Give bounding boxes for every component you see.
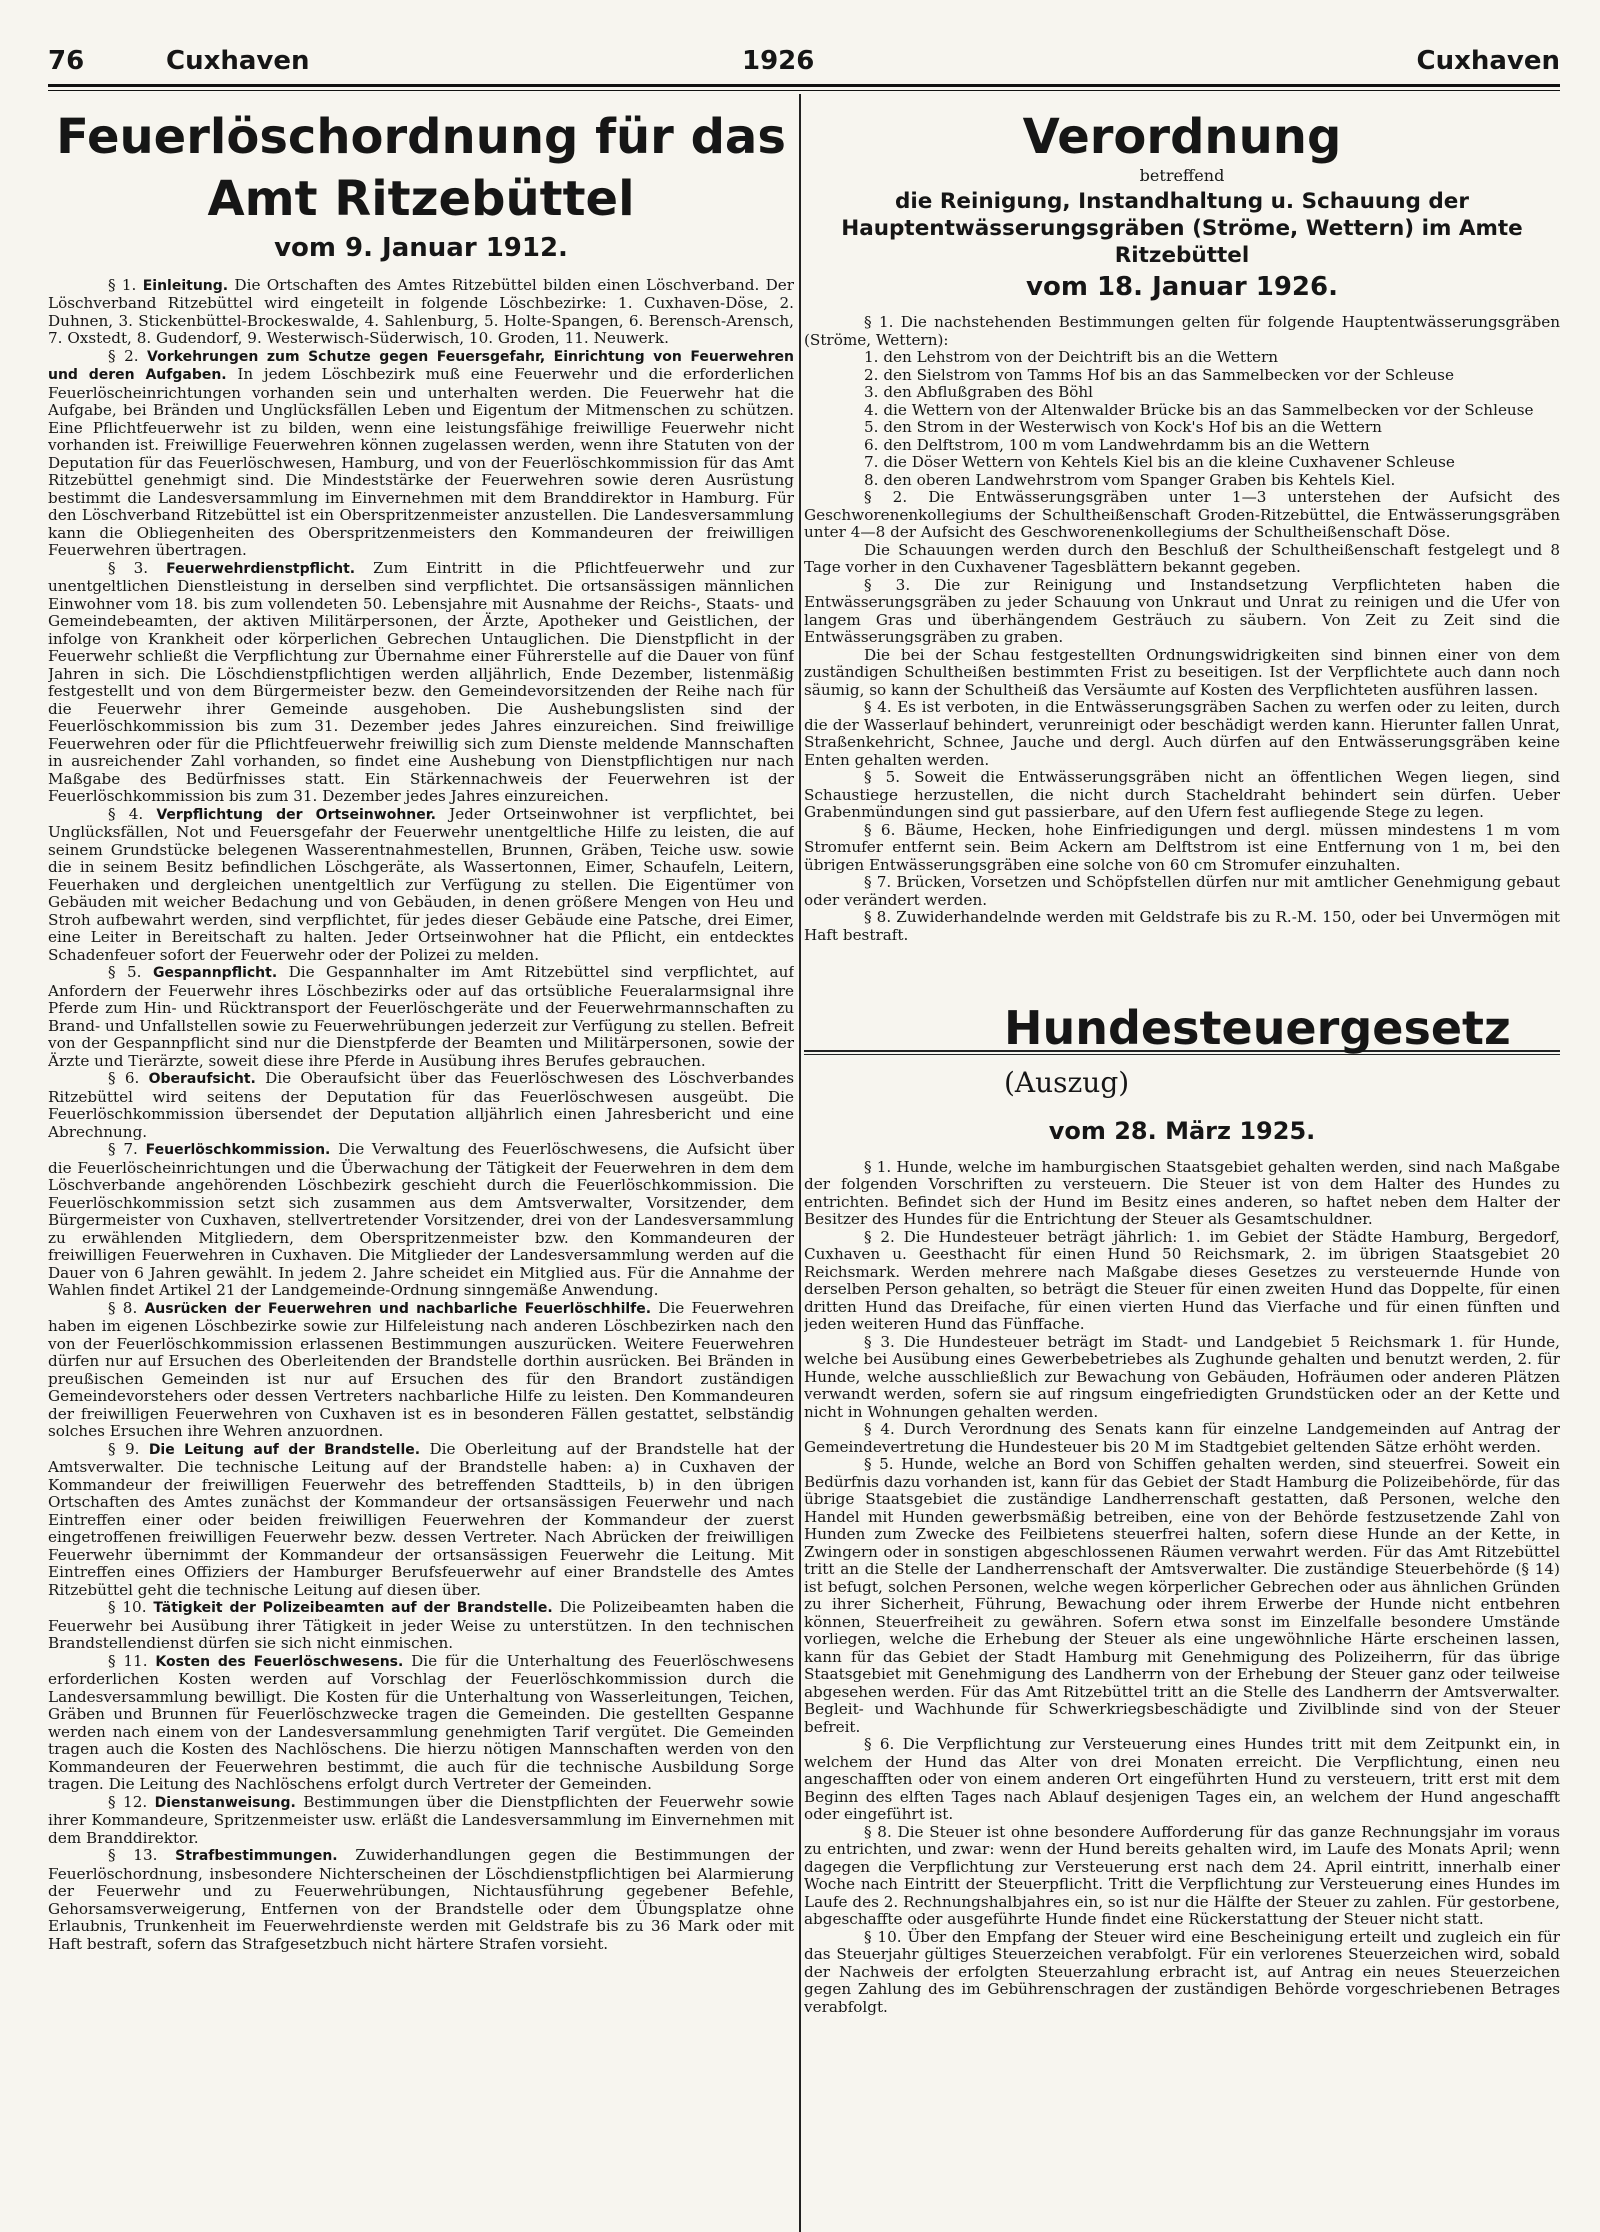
section-heading: Tätigkeit der Polizeibeamten auf der Brandstelle. bbox=[153, 1600, 553, 1617]
left-column bbox=[48, 94, 794, 2232]
paragraph: § 8. Die Steuer ist ohne besondere Aufforderung für das ganze Rechnungsjahr im voraus zu entrichten, und zwar: wenn der Hund bereits gehalten wird, im Laufe des Monats April; wenn dagegen die Verpflichtung zur Versteuerung erst nach dem 24. April eintritt, innerhalb einer Woche nach Eintritt der Steuerpflicht. Tritt die Verpflichtung zur Versteuerung eines Hundes im Laufe des 2. Rechnungshalbjahres ein, so ist nur die Hälfte der Steuer zu zahlen. Für gestorbene, abgeschaffte oder ausgeführte Hunde findet eine Rückerstattung der Steuer nicht statt. bbox=[804, 1822, 1560, 1929]
section-heading: Gespannpflicht. bbox=[152, 965, 278, 982]
section-text: Die Gespannhalter im Amt Ritzebüttel sind verpflichtet, auf Anfordern der Feuerwehr ihres Löschbezirks oder auf das ortsübliche Feueralarmsignal ihre Pferde zum Hin- und Rücktransport der Feuerlöschgeräte und der Feuerwehrmannschaften zu Brand- und Unfallstellen sowie zu Feuerwehrübungen jederzeit zur Verfügung zu stellen. Befreit von der Gespannpflicht sind nur die Dienstpferde der Beamten und Militärpersonen, sowie der Ärzte und Tierärzte, soweit diese ihre Pferde in Ausübung ihres Berufes gebrauchen. bbox=[48, 963, 794, 1070]
section-number: § 10. bbox=[108, 1598, 147, 1617]
running-head-left: Cuxhaven bbox=[166, 46, 310, 76]
section-heading: Strafbestimmungen. bbox=[175, 1848, 338, 1865]
section-text: Zuwiderhandlungen gegen die Bestimmungen der Feuerlöschordnung, insbesondere Nichterscheinen der Löschdienstpflichtigen bei Alarmierung der Feuerwehr und zu Feuerwehrübungen, Nichtausführung gegebener Befehle, Gehorsamsverweigerung, Entfernen von der Brandstelle oder dem Übungsplatze ohne Erlaubnis, Trunkenheit im Feuerwehrdienste werden mit Geldstrafe bis zu 36 Mark oder mit Haft bestraft, sofern das Strafgesetzbuch nicht härtere Strafen vorsieht. bbox=[48, 1846, 794, 1953]
paragraph bbox=[48, 1794, 794, 1848]
paragraph: § 1. Die nachstehenden Bestimmungen gelten für folgende Hauptentwässerungsgräben (Ströme, Wettern): bbox=[804, 313, 1560, 349]
paragraph: § 2. Die Hundesteuer beträgt jährlich: 1. im Gebiet der Städte Hamburg, Bergedorf, Cuxhaven u. Geesthacht für einen Hund 50 Reichsmark, 2. im übrigen Staatsgebiet 20 Reichsmark. Werden mehrere nach Maßgabe dieses Gesetzes zu versteuernde Hunde von derselben Person gehalten, so beträgt die Steuer für einen zweiten Hund das Doppelte, für einen dritten Hund das Dreifache, für einen vierten Hund das Vierfache und für einen fünften und jeden weiteren Hund das Fünffache. bbox=[804, 1227, 1560, 1334]
section-heading: Verpflichtung der Ortseinwohner. bbox=[156, 806, 436, 823]
list-item: 2. den Sielstrom von Tamms Hof bis an das Sammelbecken vor der Schleuse bbox=[864, 365, 1454, 384]
list-item: 7. die Döser Wettern von Kehtels Kiel bis an die kleine Cuxhavener Schleuse bbox=[864, 453, 1455, 472]
paragraph bbox=[48, 806, 794, 965]
section-text: Die Oberleitung auf der Brandstelle hat der Amtsverwalter. Die technische Leitung auf der Brandstelle haben: a) in Cuxhaven der Kommandeur der freiwilligen Feuerwehr des betreffenden Stadtteils, b) in den übrigen Ortschaften des Amtes zunächst der Kommandeur der ortsansässigen Feuerwehr und nach Eintreffen einer oder beiden freiwilligen Feuerwehren der Kommandeur der zuerst eingetroffenen freiwilligen Feuerwehr bezw. dessen Vertreter. Nach Abrücken der freiwilligen Feuerwehr übernimmt der Kommandeur der ortsansässigen Feuerwehr die Leitung. Mit Eintreffen eines Offiziers der Hamburger Berufsfeuerwehr auf einer Brandstelle des Amtes Ritzebüttel geht die technische Leitung auf diesen über. bbox=[48, 1439, 794, 1599]
section-heading: Ausrücken der Feuerwehren und nachbarliche Feuerlöschhilfe. bbox=[144, 1300, 652, 1317]
date-hundesteuergesetz: vom 28. März 1925. bbox=[1048, 1116, 1316, 1145]
section-text: Die Polizeibeamten haben die Feuerwehr bei Ausübung ihrer Tätigkeit in jeder Weise zu unterstützen. In den technischen Brandstellendienst dürfen sie sich nicht einmischen. bbox=[48, 1598, 794, 1653]
paragraph: § 10. Über den Empfang der Steuer wird eine Bescheinigung erteilt und zugleich ein für das Steuerjahr gültiges Steuerzeichen verabfolgt. Für ein verlorenes Steuerzeichen wird, sobald der Nachweis der erfolgten Steuerzahlung erbracht ist, auf Antrag ein neues Steuerzeichen gegen Zahlung des im Gebührenschragen der zuständigen Behörde vorgeschriebenen Betrages verabfolgt. bbox=[804, 1927, 1560, 2016]
section-heading: Dienstanweisung. bbox=[154, 1794, 296, 1811]
paragraph bbox=[48, 1653, 794, 1794]
paragraph: § 3. Die zur Reinigung und Instandsetzung Verpflichteten haben die Entwässerungsgräben zu jeder Schauung von Unkraut und Unrat zu reinigen und die Ufer von langem Gras und überhängendem Gesträuch zu säubern. Von Zeit zu Zeit sind die Entwässerungsgräben zu graben. bbox=[804, 575, 1560, 647]
paragraph bbox=[48, 1300, 794, 1441]
paragraph bbox=[48, 1599, 794, 1653]
section-text: Bestimmungen über die Dienstpflichten der Feuerwehr sowie ihrer Kommandeure, Spritzenmeister usw. erläßt die Landesversammlung im Einvernehmen mit dem Branddirektor. bbox=[48, 1792, 794, 1847]
section-text: Die Ortschaften des Amtes Ritzebüttel bilden einen Löschverband. Der Löschverband Ritzebüttel wird eingeteilt in folgende Löschbezirke: 1. Cuxhaven-Döse, 2. Duhnen, 3. Stickenbüttel-Brockeswalde, 4. Sahlenburg, 5. Holte-Spangen, 6. Berensch-Arensch, 7. Oxstedt, 8. Gudendorf, 9. Westerwisch-Süderwisch, 10. Groden, 11. Neuwerk. bbox=[48, 275, 794, 348]
hundesteuergesetz-title-text: Hundesteuergesetz bbox=[1004, 1001, 1511, 1056]
section-heading: Feuerwehrdienstpflicht. bbox=[166, 560, 356, 577]
header-rule bbox=[48, 84, 1560, 87]
paragraph bbox=[48, 277, 794, 348]
list-item: 1. den Lehstrom von der Deichtrift bis an die Wettern bbox=[864, 348, 1279, 367]
section-heading: Die Leitung auf der Brandstelle. bbox=[148, 1441, 421, 1458]
section-number: § 12. bbox=[108, 1792, 148, 1811]
paragraph: § 3. Die Hundesteuer beträgt im Stadt- und Landgebiet 5 Reichsmark 1. für Hunde, welche bei Ausübung eines Gewerbebetriebes als Zughunde gehalten und benutzt werden, 2. für Hunde, welche ausschließlich zur Bewachung von Gebäuden, Hofräumen oder anderen Plätzen verwandt werden, sofern sie auf ringsum eingefriedigten Grundstücken oder an der Kette und nicht in Wohnungen gehalten werden. bbox=[804, 1332, 1560, 1421]
paragraph bbox=[48, 1847, 794, 1953]
section-heading: Vorkehrungen zum Schutze gegen Feuersgefahr, Einrichtung von Feuerwehren und deren Aufgaben. bbox=[48, 348, 794, 384]
paragraph: Die Schauungen werden durch den Beschluß der Schultheißenschaft festgelegt und 8 Tage vorher in den Cuxhavener Tagesblättern bekannt gegeben. bbox=[804, 540, 1560, 577]
title-amt-ritzebuettel: Amt Ritzebüttel bbox=[207, 171, 635, 228]
paragraph bbox=[48, 560, 794, 806]
paragraph: § 1. Hunde, welche im hamburgischen Staatsgebiet gehalten werden, sind nach Maßgabe der folgenden Vorschriften zu versteuern. Die Steuer ist von dem Halter des Hundes zu entrichten. Befindet sich der Hund im Besitz eines anderen, so haftet neben dem Halter der Besitzer des Hundes für die Entrichtung der Steuer als Gesamtschuldner. bbox=[804, 1157, 1560, 1229]
section-text: Die Verwaltung des Feuerlöschwesens, die Aufsicht über die Feuerlöscheinrichtungen und die Überwachung der Tätigkeit der Feuerwehren in dem dem Löschverbande angehörenden Löschbezirk geschieht durch die Feuerlöschkommission. Die Feuerlöschkommission setzt sich zusammen aus dem Amtsverwalter, Vorsitzender, dem Bürgermeister von Cuxhaven, stellvertretender Vorsitzender, drei von der Landesversammlung zu erwählenden Mitgliedern, dem Oberspritzenmeister bzw. den Kommandeuren der freiwilligen Feuerwehren in Cuxhaven. Die Mitglieder der Landesversammlung werden auf die Dauer von 6 Jahren gewählt. In jedem 2. Jahre scheidet ein Mitglied aus. Für die Annahme der Wahlen findet Artikel 21 der Landgemeinde-Ordnung sinngemäße Anwendung. bbox=[48, 1140, 794, 1300]
section-heading: Einleitung. bbox=[142, 277, 229, 294]
verordnung-body bbox=[804, 489, 1560, 944]
section-number: § 4. bbox=[108, 804, 144, 823]
graben-list bbox=[804, 349, 1560, 489]
running-head-year: 1926 bbox=[742, 46, 815, 76]
list-item: 4. die Wettern von der Altenwalder Brücke bis an das Sammelbecken vor der Schleuse bbox=[864, 400, 1534, 419]
section-number: § 2. bbox=[108, 346, 139, 365]
paragraph: § 7. Brücken, Vorsetzen und Schöpfstellen dürfen nur mit amtlicher Genehmigung gebaut oder verändert werden. bbox=[804, 873, 1560, 909]
header-rule-thin bbox=[48, 90, 1560, 91]
page-number: 76 bbox=[48, 46, 85, 76]
section-heading: Kosten des Feuerlöschwesens. bbox=[155, 1653, 404, 1670]
section-number: § 9. bbox=[108, 1439, 140, 1458]
paragraph: § 6. Die Verpflichtung zur Versteuerung eines Hundes tritt mit dem Zeitpunkt ein, in welchem der Hund das Alter von drei Monaten erreicht. Die Verpflichtung, einen neu angeschafften oder von einem anderen Ort eingeführten Hund zu versteuern, tritt erst mit dem Beginn des elften Tages nach Ablauf desjenigen Tages ein, an welchem der Hund angeschafft oder eingeführt ist. bbox=[804, 1735, 1560, 1824]
section-text: Zum Eintritt in die Pflichtfeuerwehr und zur unentgeltlichen Dienstleistung in derselben sind verpflichtet. Die ortsansässigen männlichen Einwohner vom 18. bis zum vollendeten 50. Lebensjahre mit Ausnahme der Reichs-, Staats- und Gemeindebeamten, der aktiven Militärpersonen, der Ärzte, Apotheker und Geistlichen, der infolge von Krankheit oder körperlichen Gebrechen Untauglichen. Die Dienstpflicht in der Feuerwehr schließt die Verpflichtung zur Übernahme einer Führerstelle auf die Dauer von fünf Jahren in sich. Die Löschdienstpflichtigen werden alljährlich, Ende Dezember, listenmäßig festgestellt und von dem Bürgermeister bezw. den Gemeindevorsitzenden der Reihe nach für die Feuerwehr ihrer Gemeinde ausgehoben. Die Aushebungslisten sind der Feuerlöschkommission bis zum 31. Dezember jedes Jahres einzureichen. Sind freiwillige Feuerwehren oder für die Pflichtfeuerwehr freiwillig sich zum Dienste meldende Mannschaften in ausreichender Zahl vorhanden, so findet eine Aushebung von Dienstpflichtigen nur nach Maßgabe des Bedürfnisses statt. Ein Stärkennachweis der Feuerwehren ist der Feuerlöschkommission bis zum 31. Dezember jedes Jahres einzureichen. bbox=[48, 558, 794, 806]
hundesteuergesetz-body bbox=[804, 1159, 1560, 2017]
running-head-right: Cuxhaven bbox=[1416, 46, 1560, 76]
date-feuerloeschordnung: vom 9. Januar 1912. bbox=[274, 232, 568, 263]
section-number: § 8. bbox=[108, 1298, 138, 1317]
section-text: Die Oberaufsicht über das Feuerlöschwesen des Löschverbandes Ritzebüttel wird seitens der Deputation für das Feuerlöschwesen ausgeübt. Die Feuerlöschkommission übersendet der Deputation alljährlich einen Jahresbericht und eine Abrechnung. bbox=[48, 1069, 794, 1141]
title-hundesteuergesetz bbox=[804, 1001, 1560, 1101]
section-number: § 5. bbox=[108, 963, 142, 982]
column-divider bbox=[799, 94, 801, 2232]
paragraph: § 5. Hunde, welche an Bord von Schiffen gehalten werden, sind steuerfrei. Soweit ein Bedürfnis dazu vorhanden ist, kann für das Gebiet der Stadt Hamburg die Polizeibehörde, für das übrige Staatsgebiet die zuständige Landherrenschaft gestatten, daß Personen, welche den Handel mit Hunden gewerbsmäßig betreiben, eine von der Behörde festzusetzende Zahl von Hunden zum Zwecke des Feilbietens steuerfrei halten, sofern diese Hunde an der Kette, in Zwingern oder in sonstigen abgeschlossenen Räumen verwahrt werden. Für das Amt Ritzebüttel tritt an die Stelle der Landherrenschaft der Amtsverwalter. Die zuständige Steuerbehörde (§ 14) ist befugt, solchen Personen, welche wegen körperlicher Gebrechen oder aus ähnlichen Gründen zu ihrer Sicherheit, Führung, Bewachung oder ihrem Erwerbe der Hunde nicht entbehren können, Steuerfreiheit zu gewähren. Sofern etwa sonst im Einzelfalle besondere Umstände vorliegen, welche die Erhebung der Steuer als eine ungewöhnliche Härte erscheinen lassen, kann für das Gebiet der Stadt Hamburg mit Genehmigung des Polizeiherrn, für das übrige Staatsgebiet mit Genehmigung des Landherrn von der Erhebung der Steuer ganz oder teilweise abgesehen werden. Für das Amt Ritzebüttel tritt an die Stelle des Landherrn der Amtsverwalter. Begleit- und Wachhunde für Schwerkriegsbeschädigte und Zivilblinde sind von der Steuer befreit. bbox=[804, 1455, 1560, 1736]
betreffend-label: betreffend bbox=[1139, 166, 1225, 186]
paragraph bbox=[48, 1141, 794, 1300]
list-item: 5. den Strom in der Westerwisch von Kock's Hof bis an die Wettern bbox=[864, 418, 1382, 437]
auszug-label: (Auszug) bbox=[1004, 1066, 1130, 1100]
paragraph: § 2. Die Entwässerungsgräben unter 1—3 unterstehen der Aufsicht des Geschworenenkollegiums der Schultheißenschaft Groden-Ritzebüttel, die Entwässerungsgräben unter 4—8 der Aufsicht des Geschworenenkollegiums der Schultheißenschaft Döse. bbox=[804, 488, 1560, 542]
section-number: § 11. bbox=[108, 1651, 148, 1670]
paragraph: § 5. Soweit die Entwässerungsgräben nicht an öffentlichen Wegen liegen, sind Schaustiege herzustellen, die nicht durch Stacheldraht behindert sein dürfen. Ueber Grabenmündungen sind gut passierbare, auf den Ufern fest aufliegende Stege zu legen. bbox=[804, 768, 1560, 822]
section-number: § 1. bbox=[108, 275, 137, 294]
title-verordnung: Verordnung bbox=[1022, 109, 1342, 165]
list-item: 6. den Delftstrom, 100 m vom Landwehrdamm bis an die Wettern bbox=[864, 435, 1370, 454]
section-heading: Oberaufsicht. bbox=[148, 1071, 256, 1088]
list-item: 8. den oberen Landwehrstrom vom Spanger Graben bis Kehtels Kiel. bbox=[864, 470, 1396, 489]
section-heading: Feuerlöschkommission. bbox=[145, 1142, 331, 1159]
paragraph: § 4. Es ist verboten, in die Entwässerungsgräben Sachen zu werfen oder zu leiten, durch die der Wasserlauf behindert, verunreinigt oder beschädigt werden kann. Hierunter fallen Unrat, Straßenkehricht, Schnee, Jauche und dergl. Auch dürfen auf den Entwässerungsgräben keine Enten gehalten werden. bbox=[804, 698, 1560, 769]
paragraph: Die bei der Schau festgestellten Ordnungswidrigkeiten sind binnen einer von dem zuständigen Schultheißen bestimmten Frist zu beseitigen. Ist der Verpflichtete auch dann noch säumig, so kann der Schultheiß das Versäumte auf Kosten des Verpflichteten ausführen lassen. bbox=[804, 645, 1560, 699]
section-number: § 3. bbox=[108, 558, 149, 577]
section-text: Die Feuerwehren haben im eigenen Löschbezirke sowie zur Hilfeleistung nach anderen Löschbezirken nach den von der Feuerlöschkommission erlassenen Bestimmungen auszurücken. Weitere Feuerwehren dürfen nur auf Ersuchen des Oberleitenden der Brandstelle dorthin ausrücken. Bei Bränden in preußischen Gemeinden ist nur auf Ersuchen des für den Brandort zuständigen Gemeindevorstehers oder dessen Vertreters nachbarliche Hilfe zu leisten. Den Kommandeuren der freiwilligen Feuerwehren von Cuxhaven ist es in besonderen Fällen gestattet, selbständig solches Ersuchen ihre Wehren anzuordnen. bbox=[48, 1298, 794, 1441]
feuerloeschordnung-body bbox=[48, 277, 794, 1954]
section-number: § 7. bbox=[108, 1140, 138, 1159]
paragraph bbox=[48, 964, 794, 1070]
paragraph bbox=[48, 1070, 794, 1141]
paragraph bbox=[48, 348, 794, 560]
paragraph: § 4. Durch Verordnung des Senats kann für einzelne Landgemeinden auf Antrag der Gemeindevertretung die Hundesteuer bis 20 M im Stadtgebiet geltenden Sätze erhöht werden. bbox=[804, 1420, 1560, 1456]
date-verordnung: vom 18. Januar 1926. bbox=[1026, 272, 1338, 303]
paragraph bbox=[48, 1441, 794, 1600]
right-column bbox=[804, 94, 1560, 2232]
verordnung-subtitle: die Reinigung, Instandhaltung u. Schauung der Hauptentwässerungsgräben (Ströme, Wettern) im Amte Ritzebüttel bbox=[841, 189, 1523, 269]
section-number: § 6. bbox=[108, 1069, 140, 1088]
section-text: Die für die Unterhaltung des Feuerlöschwesens erforderlichen Kosten werden auf Vorschlag der Feuerlöschkommission durch die Landesversammlung bewilligt. Die Kosten für die Unterhaltung von Wasserleitungen, Teichen, Gräben und Brunnen für Feuerlöschzwecke tragen die Gemeinden. Die gestellten Gespanne werden nach einem von der Landesversammlung genehmigten Tarif vergütet. Die Gemeinden tragen auch die Kosten des Nachlöschens. Die hierzu nötigen Mannschaften werden von den Kommandeuren der Feuerwehren bestimmt, die auch für die technische Ausbildung Sorge tragen. Die Leitung des Nachlöschens erfolgt durch Vertreter der Gemeinden. bbox=[48, 1651, 794, 1794]
paragraph: § 6. Bäume, Hecken, hohe Einfriedigungen und dergl. müssen mindestens 1 m vom Stromufer entfernt sein. Beim Ackern am Delftstrom ist eine Entfernung von 1 m, bei den übrigen Entwässerungsgräben eine solche von 60 cm Stromufer einzuhalten. bbox=[804, 820, 1560, 874]
section-number: § 13. bbox=[108, 1846, 158, 1865]
list-item: 3. den Abflußgraben des Böhl bbox=[864, 383, 1094, 402]
section-text: In jedem Löschbezirk muß eine Feuerwehr und die erforderlichen Feuerlöscheinrichtungen vorhanden sein und unterhalten werden. Die Feuerwehr hat die Aufgabe, bei Bränden und Unglücksfällen Leben und Eigentum der Mitmenschen zu schützen. Eine Pflichtfeuerwehr ist zu bilden, wenn eine leistungsfähige freiwillige Feuerwehr nicht vorhanden ist. Freiwillige Feuerwehren können zugelassen werden, wenn ihre Statuten von der Deputation für das Feuerlöschwesen, Hamburg, und von der Feuerlöschkommission für das Amt Ritzebüttel genehmigt sind. Die Mindeststärke der Feuerwehren sowie deren Ausrüstung bestimmt die Landesversammlung im Einvernehmen mit dem Branddirektor in Hamburg. Für den Löschverband Ritzebüttel ist ein Oberspritzenmeister anzustellen. Die Landesversammlung kann die Obliegenheiten des Oberspritzenmeisters den Kommandeuren der freiwilligen Feuerwehren übertragen. bbox=[48, 365, 794, 560]
paragraph: § 8. Zuwiderhandelnde werden mit Geldstrafe bis zu R.-M. 150, oder bei Unvermögen mit Haft bestraft. bbox=[804, 908, 1560, 944]
section-text: Jeder Ortseinwohner ist verpflichtet, bei Unglücksfällen, Not und Feuersgefahr der Feuerwehr unentgeltliche Hilfe zu leisten, die auf seinem Grundstücke belegenen Wasserentnahmestellen, Brunnen, Gräben, Teiche usw. sowie die in seinem Besitz befindlichen Löschgeräte, als Wassertonnen, Eimer, Schaufeln, Leitern, Feuerhaken und dergleichen unentgeltlich zur Verfügung zu stellen. Die Eigentümer von Gebäuden mit weicher Bedachung und von Gebäuden, in denen größere Mengen von Heu und Stroh aufbewahrt werden, sind verpflichtet, für jedes dieser Gebäude eine Patsche, drei Eimer, eine Leiter in Bereitschaft zu halten. Jeder Ortseinwohner hat die Pflicht, ein entdecktes Schadenfeuer sofort der Feuerwehr oder der Polizei zu melden. bbox=[48, 804, 794, 964]
title-feuerloeschordnung: Feuerlöschordnung für das bbox=[56, 109, 786, 165]
